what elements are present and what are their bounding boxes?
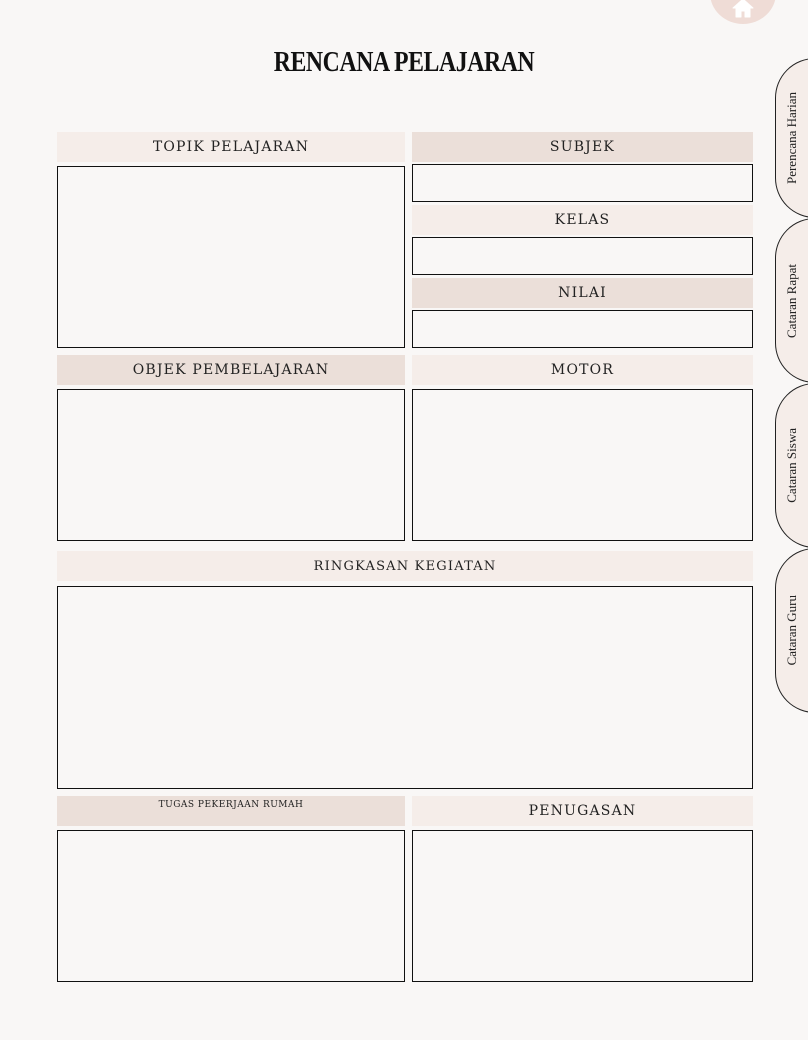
ringkasan-kegiatan-field[interactable] <box>57 586 753 789</box>
page-title: RENCANA PELAJARAN <box>273 46 535 78</box>
tab-cataran-guru-label: Cataran Guru <box>784 595 799 666</box>
topik-pelajaran-label: TOPIK PELAJARAN <box>57 132 405 162</box>
home-button[interactable] <box>710 0 776 24</box>
penugasan-field[interactable] <box>412 830 753 982</box>
ringkasan-kegiatan-label: RINGKASAN KEGIATAN <box>57 551 753 581</box>
kelas-field[interactable] <box>412 237 753 275</box>
tab-perencana-harian[interactable] <box>775 58 808 218</box>
tab-cataran-guru[interactable] <box>775 548 808 713</box>
subjek-label: SUBJEK <box>412 132 753 162</box>
tab-cataran-rapat-label: Cataran Rapat <box>784 263 799 338</box>
motor-label: MOTOR <box>412 355 753 385</box>
home-icon <box>731 0 755 19</box>
kelas-label: KELAS <box>412 205 753 235</box>
nilai-label: NILAI <box>412 278 753 308</box>
subjek-field[interactable] <box>412 164 753 202</box>
topik-pelajaran-field[interactable] <box>57 166 405 348</box>
tab-perencana-harian-label: Perencana Harian <box>784 91 799 185</box>
tugas-pekerjaan-rumah-field[interactable] <box>57 830 405 982</box>
nilai-field[interactable] <box>412 310 753 348</box>
objek-pembelajaran-label: OBJEK PEMBELAJARAN <box>57 355 405 385</box>
tab-cataran-siswa-label: Cataran Siswa <box>784 428 799 503</box>
tab-cataran-siswa[interactable] <box>775 383 808 548</box>
tab-cataran-rapat[interactable] <box>775 218 808 383</box>
objek-pembelajaran-field[interactable] <box>57 389 405 541</box>
tugas-pekerjaan-rumah-label: TUGAS PEKERJAAN RUMAH <box>57 796 405 826</box>
penugasan-label: PENUGASAN <box>412 796 753 826</box>
motor-field[interactable] <box>412 389 753 541</box>
